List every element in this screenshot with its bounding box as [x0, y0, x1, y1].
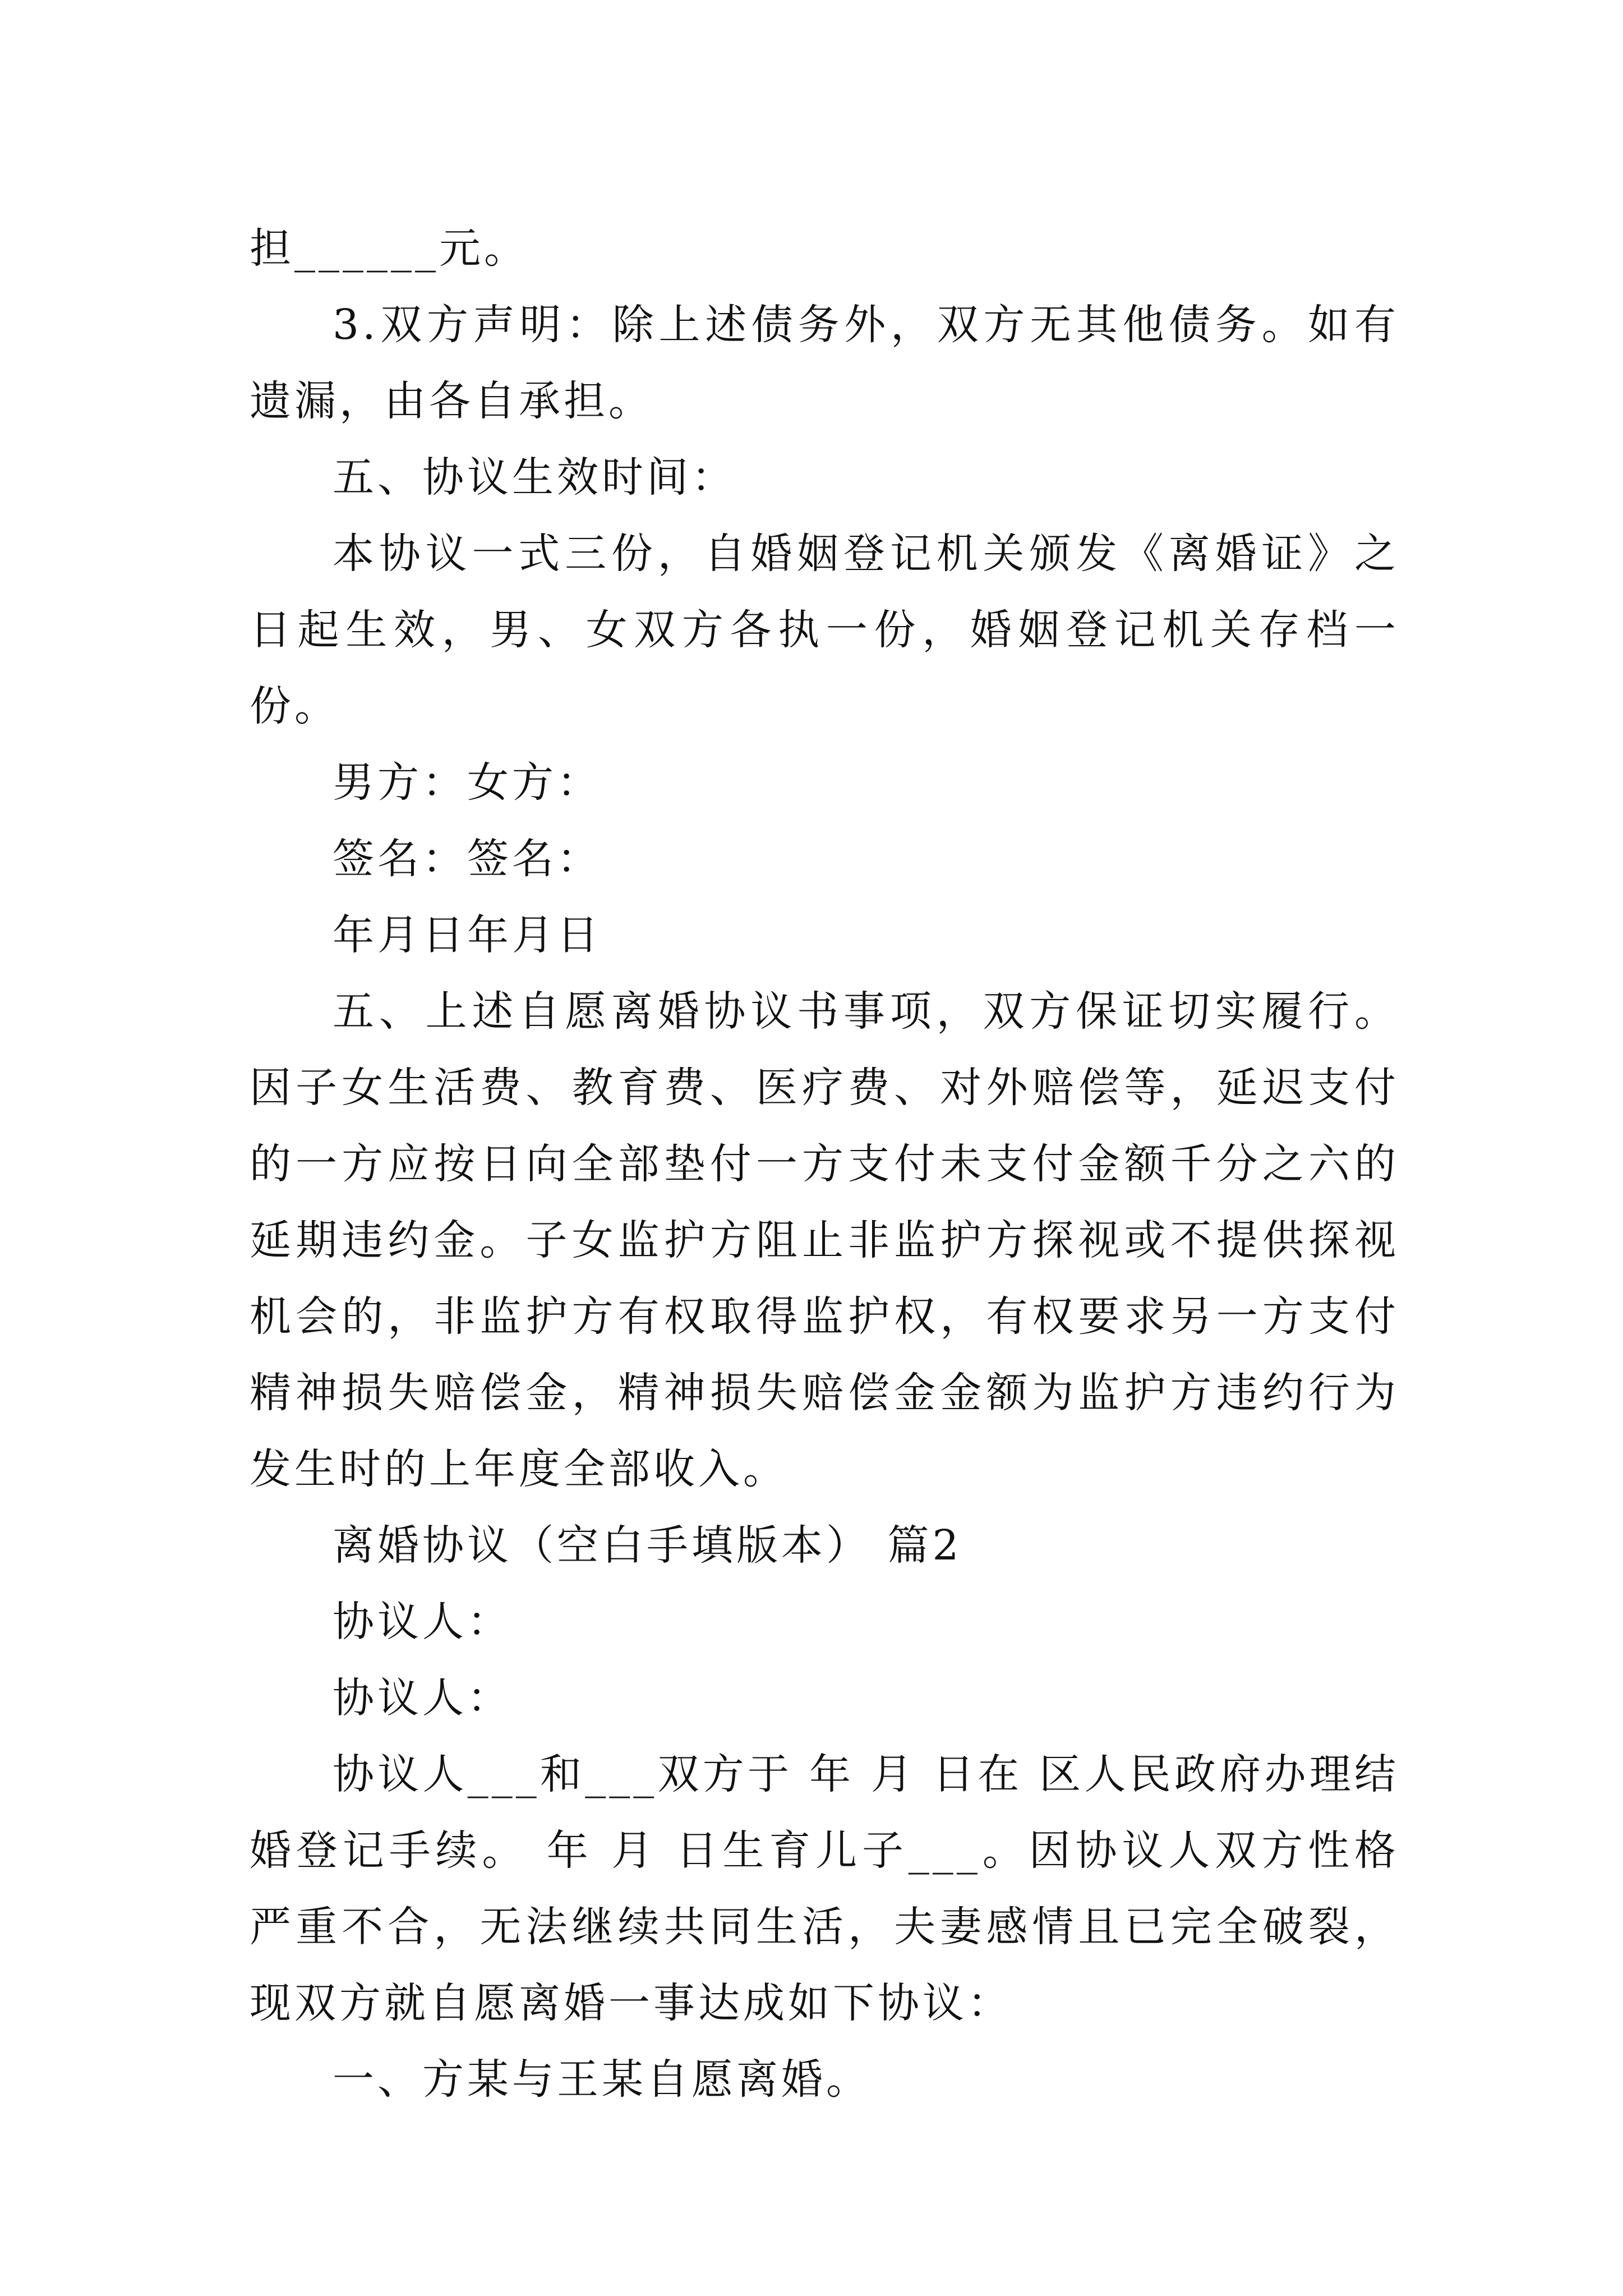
signature-date-line: 年月日年月日 [333, 911, 602, 959]
paragraph-debt-amount: 担______元。 [250, 224, 529, 273]
paragraph-debt-declaration: 3.双方声明：除上述债务外，双方无其他债务。如有遗漏，由各自承担。 [250, 301, 1399, 425]
section-title-part-2: 离婚协议（空白手填版本） 篇2 [333, 1521, 962, 1570]
signature-names-line: 签名：签名： [333, 835, 602, 883]
party-label-2: 协议人： [333, 1674, 512, 1722]
paragraph-marriage-background: 协议人___和___双方于 年 月 日在 区人民政府办理结婚登记手续。 年 月 日生育儿子___。因协议人双方性格严重不合，无法继续共同生活，夫妻感情且已完全破裂，现双方就自愿离婚一事达成如下协议： [250, 1750, 1399, 2027]
document-body [250, 210, 1399, 2118]
section-heading-effective-time: 五、协议生效时间： [333, 453, 736, 501]
clause-voluntary-divorce: 一、方某与王某自愿离婚。 [333, 2055, 871, 2104]
paragraph-performance-guarantee: 五、上述自愿离婚协议书事项，双方保证切实履行。因子女生活费、教育费、医疗费、对外赔偿等，延迟支付的一方应按日向全部垫付一方支付未支付金额千分之六的延期违约金。子女监护方阻止非监护方探视或不提供探视机会的，非监护方有权取得监护权，有权要求另一方支付精神损失赔偿金，精神损失赔偿金金额为监护方违约行为发生时的上年度全部收入。 [250, 987, 1399, 1493]
signature-parties-line: 男方：女方： [333, 758, 602, 807]
paragraph-effective-terms: 本协议一式三份，自婚姻登记机关颁发《离婚证》之日起生效，男、女双方各执一份，婚姻登记机关存档一份。 [250, 530, 1399, 730]
party-label-1: 协议人： [333, 1598, 512, 1646]
